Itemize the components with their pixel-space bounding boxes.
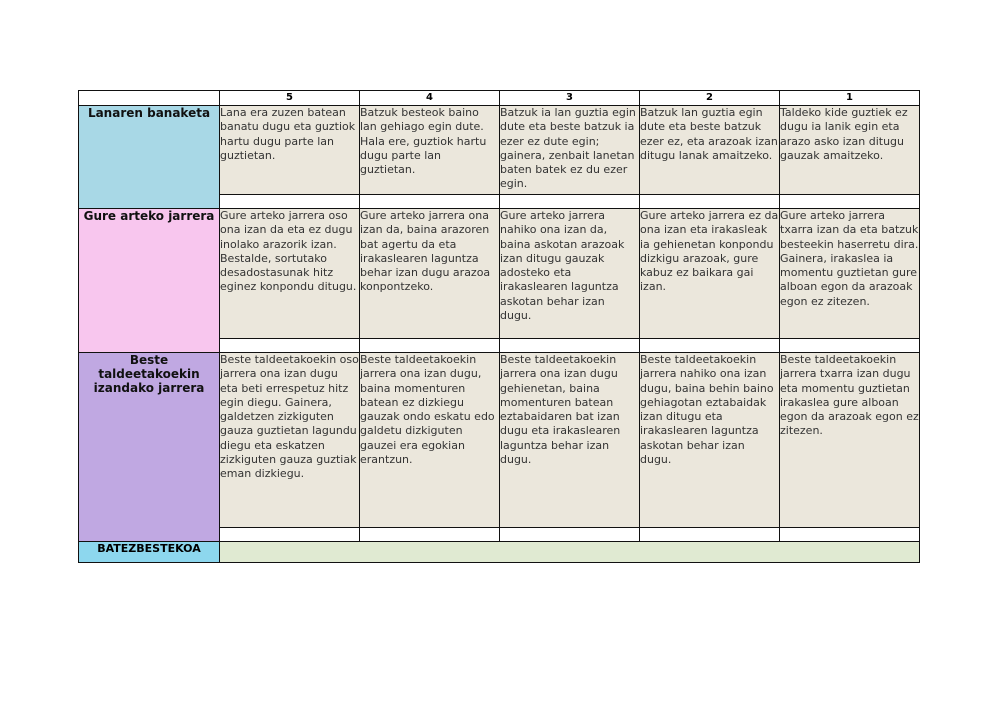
score-entry-cell[interactable] <box>640 528 780 542</box>
descriptor-cell: Beste taldeetakoekin jarrera nahiko ona izan dugu, baina behin baino gehiagotan eztabaidak izan ditugu eta irakaslearen laguntza askotan behar izan dugu. <box>640 353 780 528</box>
descriptor-cell: Gure arteko jarrera txarra izan da eta batzuk besteekin haserretu dira. Gainera, irakaslea ia momentu guztietan gure alboan egon da arazoak egon ez zitezen. <box>780 209 920 339</box>
descriptor-cell: Lana era zuzen batean banatu dugu eta guztiok hartu dugu parte lan guztietan. <box>220 106 360 195</box>
rubric-table <box>78 90 920 563</box>
score-entry-cell[interactable] <box>220 339 360 353</box>
score-entry-cell[interactable] <box>500 528 640 542</box>
score-entry-cell[interactable] <box>500 195 640 209</box>
average-row <box>79 542 920 563</box>
descriptor-cell: Batzuk besteok baino lan gehiago egin dute. Hala ere, guztiok hartu dugu parte lan guztietan. <box>360 106 500 195</box>
descriptor-cell: Batzuk lan guztia egin dute eta beste batzuk ezer ez, eta arazoak izan ditugu lanak amaitzeko. <box>640 106 780 195</box>
descriptor-cell: Taldeko kide guztiek ez dugu ia lanik egin eta arazo asko izan ditugu gauzak amaitzeko. <box>780 106 920 195</box>
descriptor-cell: Gure arteko jarrera ona izan da, baina arazoren bat agertu da eta irakaslearen laguntza behar izan dugu arazoa konpontzeko. <box>360 209 500 339</box>
score-entry-cell[interactable] <box>780 339 920 353</box>
score-entry-cell[interactable] <box>220 528 360 542</box>
descriptor-cell: Gure arteko jarrera oso ona izan da eta ez dugu inolako arazorik izan. Bestalde, sortutako desadostasunak hitz eginez konpondu ditugu. <box>220 209 360 339</box>
criterion-label: Beste taldeetakoekin izandako jarrera <box>79 353 220 542</box>
criterion-row <box>79 353 920 528</box>
descriptor-cell: Beste taldeetakoekin jarrera txarra izan dugu eta momentu guztietan irakaslea gure alboan egon da arazoak egon ez zitezen. <box>780 353 920 528</box>
score-entry-cell[interactable] <box>360 339 500 353</box>
score-header-row <box>79 91 920 106</box>
descriptor-cell: Batzuk ia lan guztia egin dute eta beste batzuk ia ezer ez dute egin; gainera, zenbait lanetan baten batek ez du ezer egin. <box>500 106 640 195</box>
score-entry-cell[interactable] <box>220 195 360 209</box>
average-label: BATEZBESTEKOA <box>79 542 220 563</box>
score-entry-cell[interactable] <box>360 195 500 209</box>
score-entry-cell[interactable] <box>640 339 780 353</box>
score-header: 3 <box>500 91 640 106</box>
score-header: 5 <box>220 91 360 106</box>
criterion-label: Lanaren banaketa <box>79 106 220 209</box>
score-header: 4 <box>360 91 500 106</box>
descriptor-cell: Beste taldeetakoekin jarrera ona izan dugu gehienetan, baina momenturen batean eztabaidaren bat izan dugu eta irakaslearen laguntza behar izan dugu. <box>500 353 640 528</box>
corner-cell <box>79 91 220 106</box>
descriptor-cell: Gure arteko jarrera nahiko ona izan da, baina askotan arazoak izan ditugu gauzak adosteko eta irakaslearen laguntza askotan behar izan dugu. <box>500 209 640 339</box>
score-entry-cell[interactable] <box>780 528 920 542</box>
score-header: 2 <box>640 91 780 106</box>
score-entry-cell[interactable] <box>360 528 500 542</box>
descriptor-cell: Gure arteko jarrera ez da ona izan eta irakasleak ia gehienetan konpondu dizkigu arazoak, gure kabuz ez baikara gai izan. <box>640 209 780 339</box>
descriptor-cell: Beste taldeetakoekin jarrera ona izan dugu, baina momenturen batean ez dizkiegu gauzak ondo eskatu edo galdetu dizkiguten gauzei era egokian erantzun. <box>360 353 500 528</box>
criterion-row <box>79 106 920 195</box>
criterion-row <box>79 209 920 339</box>
criterion-label: Gure arteko jarrera <box>79 209 220 353</box>
score-entry-cell[interactable] <box>780 195 920 209</box>
average-value-field[interactable] <box>220 542 920 563</box>
score-entry-cell[interactable] <box>640 195 780 209</box>
descriptor-cell: Beste taldeetakoekin oso jarrera ona izan dugu eta beti errespetuz hitz egin diegu. Gainera, galdetzen zizkiguten gauza guztietan lagundu diegu eta eskatzen zizkiguten gauza guztiak eman dizkiegu. <box>220 353 360 528</box>
score-entry-cell[interactable] <box>500 339 640 353</box>
score-header: 1 <box>780 91 920 106</box>
